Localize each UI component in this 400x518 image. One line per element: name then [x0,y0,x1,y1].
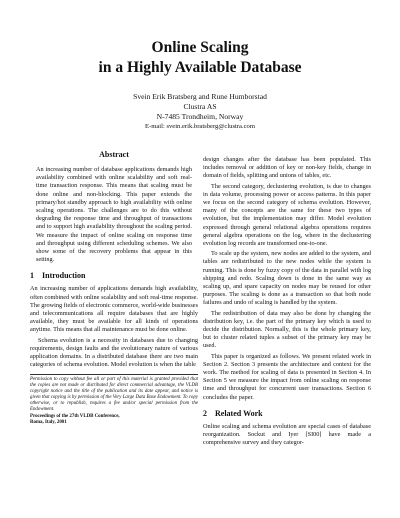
right-paragraph-1: design changes after the database has been populated. This includes removal or addition of key or non-key fields, change in domain of fields, splitting and unions of tables, etc. [203,156,371,180]
footnote-proceedings: Proceedings of the 27th VLDB Conference, [30,414,120,420]
section-1-number: 1 [30,271,34,281]
section-2-title: Related Work [215,408,263,418]
section-2-heading [203,409,371,419]
title-line-2: in a Highly Available Database [98,59,302,76]
related-work-paragraph: Online scaling and schema evolution are special cases of database reorganization. Sockut and Iyer [SI00] have made a comprehensive survey and they categor- [203,422,371,447]
right-paragraph-4: The redistribution of data may also be done by changing the distribution key, i.e. the part of the primary key which is used to decide the distribution. Normally, this is the whole primary key, but to cluster related tuples a subset of the primary key may be used. [203,309,371,350]
copyright-footnote [30,374,198,426]
section-1-heading [30,271,198,281]
paper-title [0,38,400,78]
author-email: E-mail: svein.erik.bratsberg@clustra.com [145,123,255,130]
author-block [0,92,400,132]
title-line-1: Online Scaling [151,39,249,56]
right-paragraph-2: The second category, declustering evolution, is due to changes in data volume, processing power or access patterns. In this paper we focus on the second category of schema evolution. However, many of the concepts are the same for these two types of evolution, but the implementation may differ. Model evolution expressed through general relational algebra operations requires general algebra operations on the log, where in the declustering evolution log records are transformed one-to-one. [203,182,371,248]
right-paragraph-5: This paper is organized as follows. We present related work in Section 2. Section 3 presents the architecture and context for the work. The method for scaling of data is presented in Section 4. In Section 5 we measure the impact from online scaling on response time and throughput for concurrent user transactions. Section 6 concludes the paper. [203,352,371,401]
intro-paragraph-2: Schema evolution is a necessity in databases due to changing requirements, design faults and the evolutionary nature of various application domains. In a distributed database there are two main categories of schema evolution. Model evolution is when the table [30,336,198,369]
right-column [203,156,371,450]
left-column [30,150,198,426]
intro-paragraph-1: An increasing number of applications demands high availability, often combined with online scalability and soft real-time response. The growing fields of electronic commerce, world-wide businesses and telecommunications all require databases that are highly available, they must be available for all kinds of operations anytime. This means that all maintenance must be done online. [30,285,199,334]
section-1-title: Introduction [42,271,86,281]
footnote-location: Roma, Italy, 2001 [30,420,67,426]
author-address: N-7485 Trondheim, Norway [156,112,244,121]
section-2-number: 2 [203,408,207,418]
right-paragraph-3: To scale up the system, new nodes are added to the system, and tables are redistributed to the new nodes while the system is running. This is done by fuzzy copy of the data in parallel with log shipping and redo. Scaling down is done in the same way as scaling up, and spare capacity on nodes may be reused for other purposes. The scaling is done as a transaction so that both node failures and undo of scaling is handled by the system. [203,250,371,307]
footnote-permission: Permission to copy without fee all or part of this material is granted provided that the copies are not made or distributed for direct commercial advantage, the VLDB copyright notice and the title of the publication and its date appear, and notice is given that copying is by permission of the Very Large Data Base Endowment. To copy otherwise, or to republish, requires a fee and/or special permission from the Endowment. [30,377,198,413]
author-names: Svein Erik Bratsberg and Rune Humborstad [133,92,267,101]
abstract-text: An increasing number of database applications demands high availability combined with online scalability and soft real-time transaction response. This means that scaling must be done online and non-blocking. This paper extends the primary/hot standby approach to high availability with online scaling operations. The challenges are to do this without degrading the response time and throughput of transactions and to support high availability throughout the scaling period. We measure the impact of online scaling on response time and throughput using different scheduling schemes. We also show some of the recovery problems that appear in this setting. [36,166,192,264]
abstract-heading: Abstract [99,150,129,159]
author-org: Clustra AS [183,102,217,111]
